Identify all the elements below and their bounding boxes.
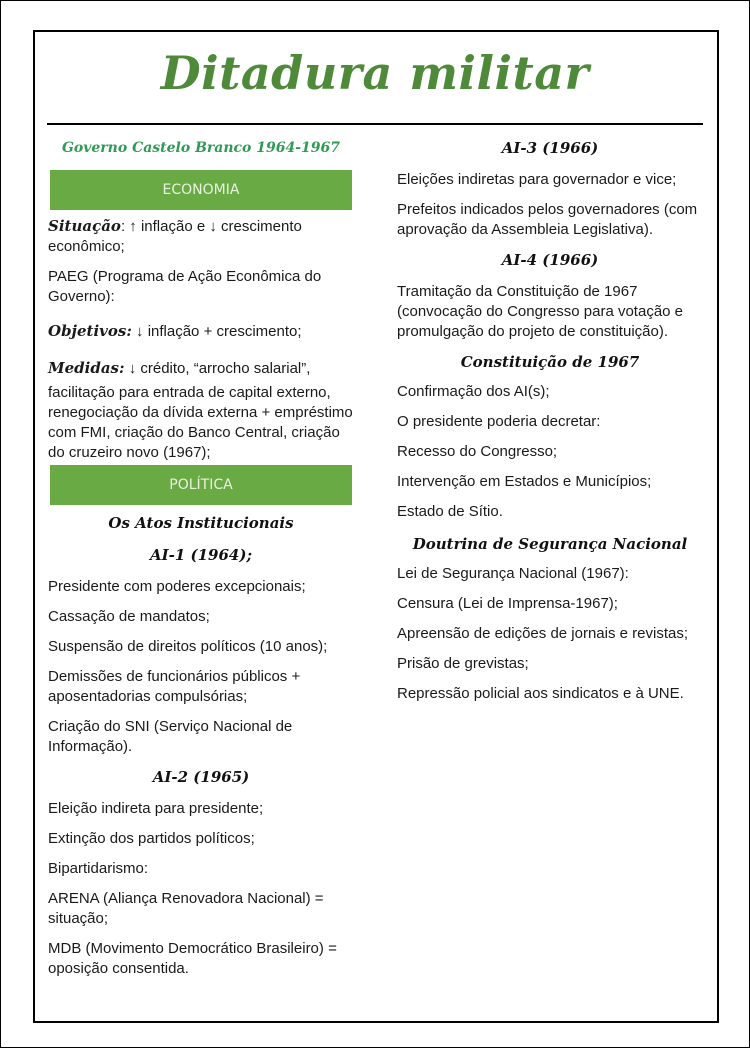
government-subtitle: Governo Castelo Branco 1964-1967	[61, 140, 341, 156]
list-item: MDB (Movimento Democrático Brasileiro) = oposição consentida.	[48, 940, 337, 977]
economia-banner: ECONOMIA	[50, 170, 352, 210]
medidas-label: Medidas:	[48, 359, 125, 377]
objetivos-label: Objetivos:	[48, 322, 132, 340]
ai1-heading: AI-1 (1964);	[149, 546, 253, 564]
page-title: Ditadura militar	[160, 46, 590, 100]
list-item: Intervenção em Estados e Municípios;	[397, 473, 652, 490]
ai3-heading: AI-3 (1966)	[501, 139, 599, 157]
doutrina-heading: Doutrina de Segurança Nacional	[412, 535, 688, 553]
list-item: O presidente poderia decretar:	[397, 413, 601, 430]
list-item: Presidente com poderes excepcionais;	[48, 578, 306, 595]
list-item: Confirmação dos AI(s);	[397, 383, 550, 400]
situacao-paragraph	[48, 216, 354, 257]
medidas-text: ↓ crédito, “arrocho salarial”,	[124, 360, 311, 377]
situacao-label: Situação	[48, 217, 121, 235]
list-item: Suspensão de direitos políticos (10 anos);	[48, 638, 328, 655]
ai1-list	[48, 577, 354, 757]
list-item: Recesso do Congresso;	[397, 443, 558, 460]
atos-heading: Os Atos Institucionais	[108, 514, 294, 532]
left-column	[48, 134, 354, 979]
paeg-paragraph: PAEG (Programa de Ação Econômica do Governo):	[48, 268, 322, 305]
politica-banner: POLÍTICA	[50, 465, 352, 505]
ai3-list	[397, 170, 703, 240]
medidas-more: facilitação para entrada de capital externo, renegociação da dívida externa + empréstimo com FMI, criação do Banco Central, criação do cruzeiro novo (1967);	[48, 384, 353, 461]
list-item: Bipartidarismo:	[48, 860, 149, 877]
list-item: Extinção dos partidos políticos;	[48, 830, 255, 847]
list-item: Criação do SNI (Serviço Nacional de Informação).	[48, 718, 293, 755]
list-item: Demissões de funcionários públicos + aposentadorias compulsórias;	[48, 668, 301, 705]
list-item: Estado de Sítio.	[397, 503, 503, 520]
list-item: Eleição indireta para presidente;	[48, 800, 264, 817]
ai4-heading: AI-4 (1966)	[501, 251, 599, 269]
constituicao-heading: Constituição de 1967	[460, 353, 640, 371]
right-column	[397, 134, 703, 704]
list-item: Eleições indiretas para governador e vice;	[397, 171, 677, 188]
objetivos-text: ↓ inflação + crescimento;	[131, 323, 302, 340]
list-item: Apreensão de edições de jornais e revistas;	[397, 625, 689, 642]
constituicao-list	[397, 382, 703, 522]
list-item: Censura (Lei de Imprensa-1967);	[397, 595, 618, 612]
doutrina-list	[397, 564, 703, 704]
title-divider	[47, 123, 703, 125]
list-item: Prisão de grevistas;	[397, 655, 529, 672]
medidas-paragraph	[48, 358, 354, 379]
ai2-list	[48, 799, 354, 979]
ai4-list	[397, 282, 703, 342]
objetivos-paragraph	[48, 321, 354, 342]
list-item: Repressão policial aos sindicatos e à UNE.	[397, 685, 684, 702]
list-item: Tramitação da Constituição de 1967 (convocação do Congresso para votação e promulgação do projeto de constituição).	[397, 283, 684, 340]
ai2-heading: AI-2 (1965)	[152, 768, 250, 786]
list-item: Prefeitos indicados pelos governadores (com aprovação da Assembleia Legislativa).	[397, 201, 698, 238]
list-item: Cassação de mandatos;	[48, 608, 210, 625]
list-item: ARENA (Aliança Renovadora Nacional) = situação;	[48, 890, 324, 927]
list-item: Lei de Segurança Nacional (1967):	[397, 565, 629, 582]
situacao-text: : ↑ inflação e ↓ crescimento econômico;	[48, 218, 302, 255]
